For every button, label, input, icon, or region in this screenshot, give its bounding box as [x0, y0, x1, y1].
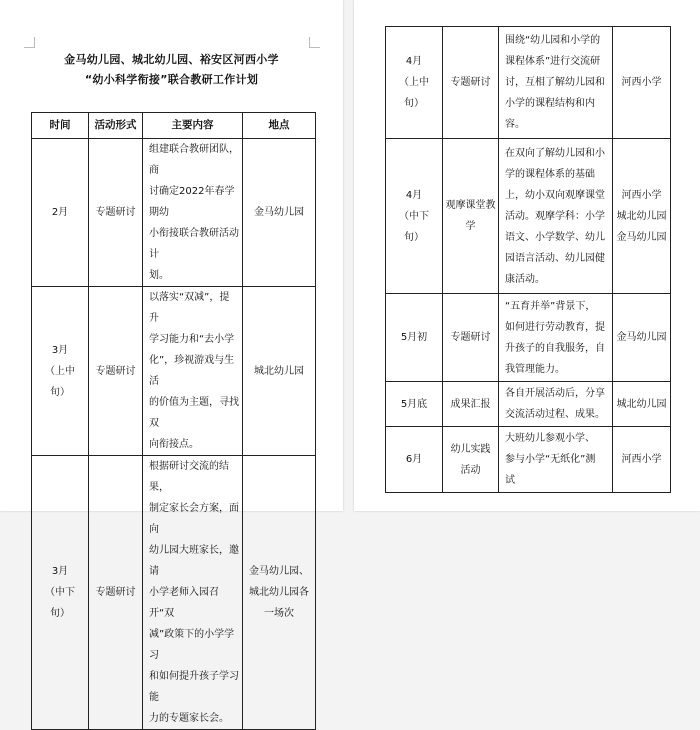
- cell-time: 6月: [386, 427, 443, 493]
- header-location: 地点: [243, 113, 316, 139]
- header-time: 时间: [32, 113, 89, 139]
- table-row: [386, 382, 671, 427]
- table-row: [386, 139, 671, 294]
- cell-location: 城北幼儿园: [243, 287, 316, 456]
- plan-table-right: [385, 26, 671, 493]
- cell-form: 专题研讨: [89, 139, 143, 287]
- cell-time: 3月 （中下 旬）: [32, 456, 89, 730]
- crop-mark: [309, 37, 320, 48]
- cell-form: 专题研讨: [443, 27, 499, 139]
- cell-time: 3月 （上中 旬）: [32, 287, 89, 456]
- cell-time: 5月底: [386, 382, 443, 427]
- cell-location: 金马幼儿园: [243, 139, 316, 287]
- cell-form: 成果汇报: [443, 382, 499, 427]
- table-row: [386, 294, 671, 382]
- table-row: [32, 456, 316, 730]
- cell-content: 以落实“双减”，提升 学习能力和“去小学 化”，珍视游戏与生活 的价值为主题，寻找双 向衔接点。: [143, 287, 243, 456]
- cell-time: 4月 （上中 旬）: [386, 27, 443, 139]
- cell-location: 金马幼儿园: [613, 294, 671, 382]
- cell-content: 根据研讨交流的结果， 制定家长会方案，面向 幼儿园大班家长，邀请 小学老师入园召开“双 减”政策下的小学学习 和如何提升孩子学习能 力的专题家长会。: [143, 456, 243, 730]
- cell-form: 观摩课堂教 学: [443, 139, 499, 294]
- cell-time: 5月初: [386, 294, 443, 382]
- table-row: [386, 427, 671, 493]
- cell-form: 专题研讨: [443, 294, 499, 382]
- cell-content: “五育并举”背景下， 如何进行劳动教育，提 升孩子的自我服务，自 我管理能力。: [499, 294, 613, 382]
- cell-content: 围绕“幼儿园和小学的 课程体系”进行交流研 讨，互相了解幼儿园和 小学的课程结构和内 容。: [499, 27, 613, 139]
- cell-location: 城北幼儿园: [613, 382, 671, 427]
- document-page-left: [0, 0, 343, 724]
- plan-table-left: [31, 112, 316, 730]
- cell-form: 幼儿实践 活动: [443, 427, 499, 493]
- document-title-line2: “幼小科学衔接”联合教研工作计划: [84, 73, 259, 86]
- header-form: 活动形式: [89, 113, 143, 139]
- table-row: [32, 287, 316, 456]
- cell-location: 河西小学 城北幼儿园 金马幼儿园: [613, 139, 671, 294]
- cell-content: 各自开展活动后，分享 交流活动过程、成果。: [499, 382, 613, 427]
- cell-content: 组建联合教研团队，商 讨确定2022年春学期幼 小衔接联合教研活动计 划。: [143, 139, 243, 287]
- cell-time: 4月 （中下 旬）: [386, 139, 443, 294]
- cell-form: 专题研讨: [89, 456, 143, 730]
- crop-mark: [24, 37, 35, 48]
- table-row: [32, 139, 316, 287]
- cell-location: 金马幼儿园、 城北幼儿园各 一场次: [243, 456, 316, 730]
- cell-content: 在双向了解幼儿园和小 学的课程体系的基础 上，幼小双向观摩课堂 活动。观摩学科：小学 语文、小学数学、幼儿 园语言活动、幼儿园健 康活动。: [499, 139, 613, 294]
- table-header-row: [32, 113, 316, 139]
- document-title-line1: 金马幼儿园、城北幼儿园、裕安区河西小学: [64, 53, 279, 66]
- cell-time: 2月: [32, 139, 89, 287]
- table-row: [386, 27, 671, 139]
- cell-content: 大班幼儿参观小学、 参与小学“无纸化”测 试: [499, 427, 613, 493]
- cell-form: 专题研讨: [89, 287, 143, 456]
- cell-location: 河西小学: [613, 427, 671, 493]
- header-content: 主要内容: [143, 113, 243, 139]
- cell-location: 河西小学: [613, 27, 671, 139]
- document-page-right: [354, 0, 700, 511]
